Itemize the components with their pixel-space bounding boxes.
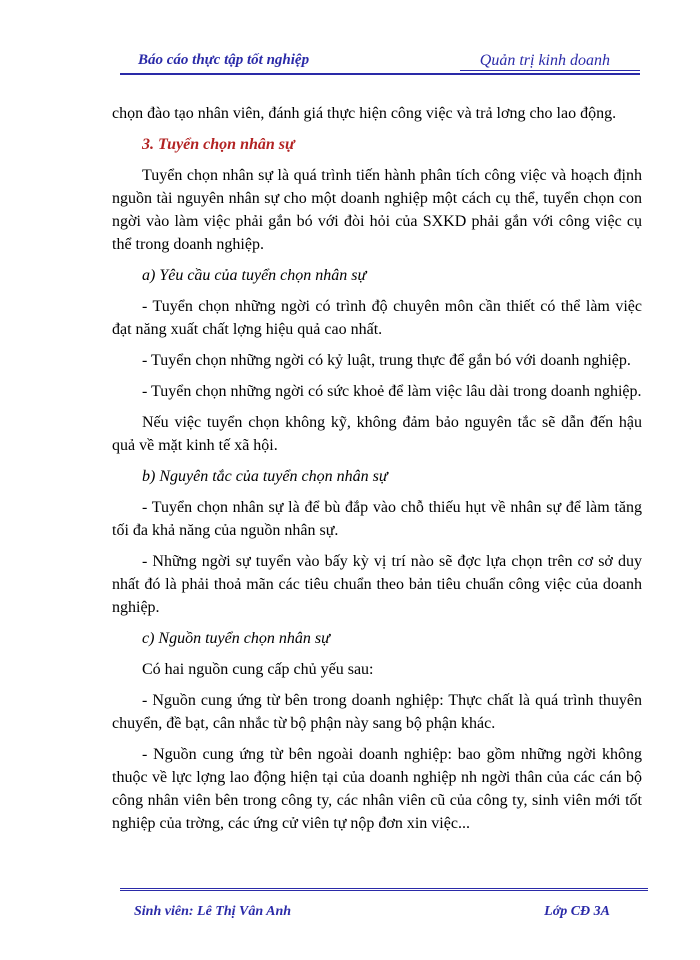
list-item: - Nguồn cung ứng từ bên trong doanh nghiệp: Thực chất là quá trình thuyên chuyển, đề bạt, cân nhắc từ bộ phận này sang bộ phận khác. xyxy=(112,692,642,732)
list-item: - Nguồn cung ứng từ bên ngoài doanh nghiệp: bao gồm những ngời không thuộc về lực lợng lao động hiện tại của doanh nghiệp nh ngời thân của các cán bộ công nhân viên bên trong công ty, các nhân viên cũ của công ty, sinh viên mới tốt nghiệp của trờng, các ứng cử viên tự nộp đơn xin việc... xyxy=(112,746,642,832)
footer-rule xyxy=(120,888,648,891)
header-major: Quản trị kinh doanh xyxy=(479,52,610,69)
section-title: 3. Tuyển chọn nhân sự xyxy=(142,136,295,153)
paragraph-definition: Tuyển chọn nhân sự là quá trình tiến hành phân tích công việc và hoạch định nguồn tài nguyên nhân sự cho một doanh nghiệp một cách cụ thể, tuyển chọn con ngời vào làm việc phải gắn bó với đòi hỏi của SXKD phải gắn với công việc cụ thể trong doanh nghiệp. xyxy=(112,167,642,253)
paragraph-continuation: chọn đào tạo nhân viên, đánh giá thực hiện công việc và trả lơng cho lao động. xyxy=(112,105,617,122)
subsection-a-title: a) Yêu cầu của tuyển chọn nhân sự xyxy=(142,267,367,284)
subsection-b-title: b) Nguyên tắc của tuyển chọn nhân sự xyxy=(142,468,388,485)
header-report-title: Báo cáo thực tập tốt nghiệp xyxy=(138,52,310,68)
header-rule xyxy=(120,73,640,75)
list-item: - Tuyển chọn những ngời có trình độ chuyên môn cần thiết có thể làm việc đạt năng xuất chất lợng hiệu quả cao nhất. xyxy=(112,298,642,338)
subsection-c-title: c) Nguồn tuyển chọn nhân sự xyxy=(142,630,330,647)
paragraph-sources-intro: Có hai nguồn cung cấp chủ yếu sau: xyxy=(142,661,374,678)
footer-class: Lớp CĐ 3A xyxy=(544,904,610,919)
list-item: - Những ngời sự tuyển vào bấy kỳ vị trí nào sẽ đợc lựa chọn trên cơ sở duy nhất đó là phải thoả mãn các tiêu chuẩn theo bản tiêu chuẩn công việc của doanh nghiệp. xyxy=(112,553,642,616)
list-item: - Tuyển chọn những ngời có kỷ luật, trung thực để gắn bó với doanh nghiệp. xyxy=(142,352,631,369)
header-underline-short xyxy=(460,70,640,71)
list-item: - Tuyển chọn nhân sự là để bù đắp vào chỗ thiếu hụt về nhân sự để làm tăng tối đa khả năng của nguồn nhân sự. xyxy=(112,499,642,539)
page-footer xyxy=(120,904,640,928)
paragraph-consequence: Nếu việc tuyển chọn không kỹ, không đảm bảo nguyên tắc sẽ dẫn đến hậu quả về mặt kinh tế xã hội. xyxy=(112,414,642,454)
footer-student-name: Sinh viên: Lê Thị Vân Anh xyxy=(134,904,292,919)
document-body xyxy=(112,102,642,843)
list-item: - Tuyển chọn những ngời có sức khoẻ để làm việc lâu dài trong doanh nghiệp. xyxy=(142,383,642,400)
